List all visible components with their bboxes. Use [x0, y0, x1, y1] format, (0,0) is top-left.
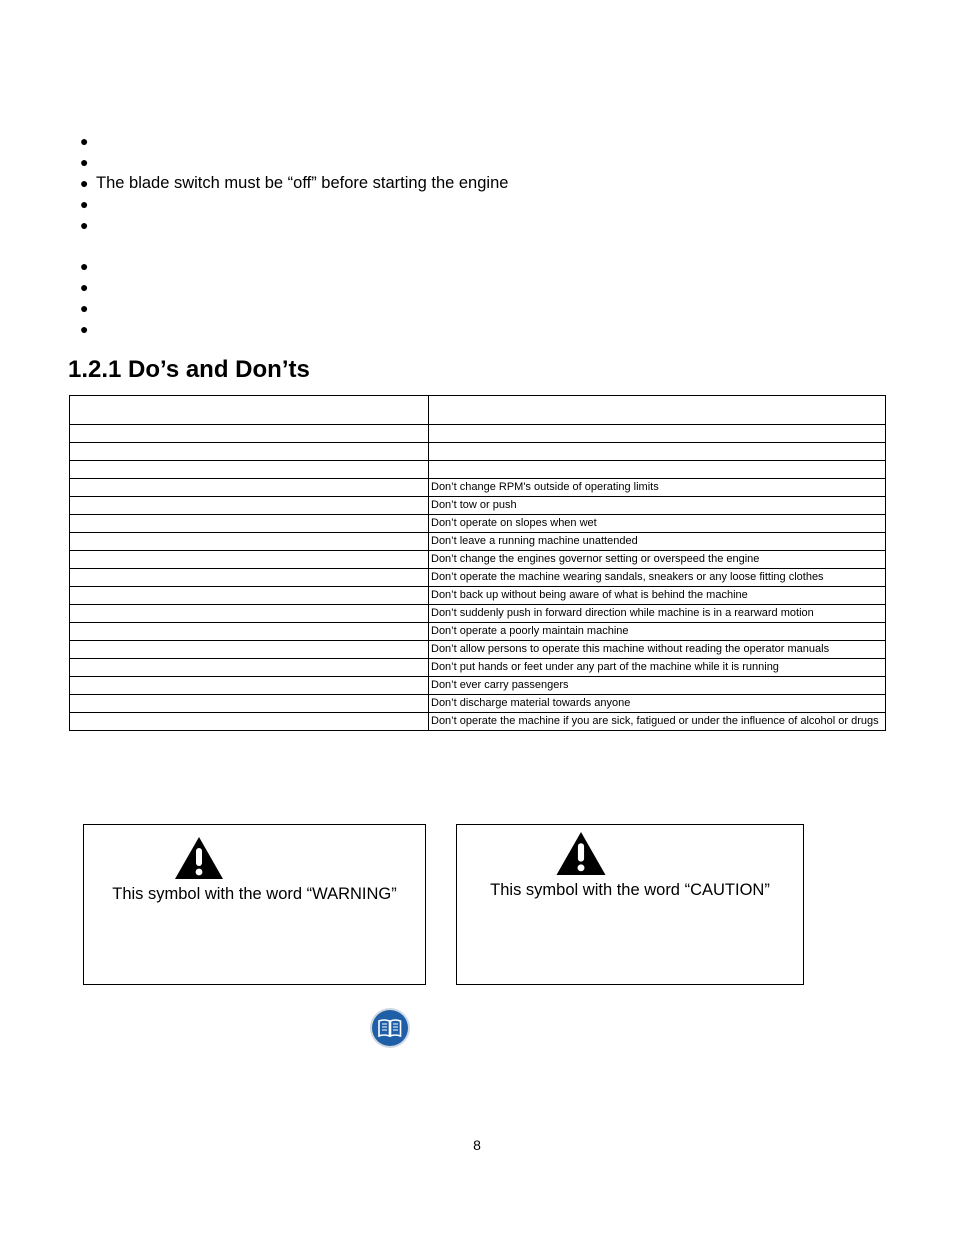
- donts-cell: Don’t put hands or feet under any part of the machine while it is running: [429, 659, 886, 677]
- bullet-dot: ●: [80, 175, 89, 191]
- dos-cell: [70, 569, 429, 587]
- donts-cell: Don’t operate a poorly maintain machine: [429, 623, 886, 641]
- donts-cell: [429, 425, 886, 443]
- donts-cell: Don’t operate the machine if you are sick, fatigued or under the influence of alcohol or drugs: [429, 713, 886, 731]
- table-row: [70, 569, 886, 587]
- bullet-dot: ●: [80, 217, 89, 233]
- dos-cell: [70, 497, 429, 515]
- donts-cell: Don’t discharge material towards anyone: [429, 695, 886, 713]
- section-heading: 1.2.1 Do’s and Don’ts: [68, 356, 310, 383]
- bullet-item: [80, 152, 508, 173]
- dos-cell: [70, 605, 429, 623]
- caution-box-text: This symbol with the word “CAUTION”: [490, 881, 770, 899]
- dos-cell: [70, 425, 429, 443]
- bullet-dot: ●: [80, 154, 89, 170]
- dos-cell: [70, 641, 429, 659]
- dos-cell: [70, 695, 429, 713]
- bullet-spacer: [80, 236, 508, 256]
- table-row: [70, 551, 886, 569]
- table-row: [70, 713, 886, 731]
- table-row: [70, 695, 886, 713]
- dos-cell: [70, 623, 429, 641]
- table-row: [70, 623, 886, 641]
- table-row: [70, 479, 886, 497]
- dos-cell: [70, 713, 429, 731]
- dos-cell: [70, 443, 429, 461]
- table-row: [70, 425, 886, 443]
- dos-cell: [70, 461, 429, 479]
- donts-cell: Don’t suddenly push in forward direction while machine is in a rearward motion: [429, 605, 886, 623]
- donts-cell: Don’t back up without being aware of what is behind the machine: [429, 587, 886, 605]
- page-number: 8: [473, 1137, 481, 1153]
- warning-symbol-box: [83, 824, 426, 985]
- read-manual-book-icon: [369, 1007, 411, 1049]
- donts-cell: Don’t change RPM's outside of operating limits: [429, 479, 886, 497]
- bullet-dot: ●: [80, 196, 89, 212]
- table-row: [70, 461, 886, 479]
- donts-cell: Don’t change the engines governor setting or overspeed the engine: [429, 551, 886, 569]
- donts-cell: [429, 461, 886, 479]
- donts-cell: Don’t ever carry passengers: [429, 677, 886, 695]
- table-row: [70, 497, 886, 515]
- table-row: [70, 605, 886, 623]
- donts-cell: [429, 396, 886, 425]
- bullet-item: [80, 256, 508, 277]
- bullet-item: ● The blade switch must be “off” before starting the engine: [80, 174, 509, 192]
- dos-cell: [70, 551, 429, 569]
- bullet-dot: ●: [80, 258, 89, 274]
- bullet-dot: ●: [80, 133, 89, 149]
- warning-box-text: This symbol with the word “WARNING”: [112, 885, 397, 903]
- donts-cell: Don’t tow or push: [429, 497, 886, 515]
- bullet-item: [80, 194, 508, 215]
- dos-cell: [70, 479, 429, 497]
- dos-cell: [70, 659, 429, 677]
- table-row: [70, 533, 886, 551]
- table-row: [70, 443, 886, 461]
- bullet-dot: ●: [80, 300, 89, 316]
- warning-triangle-icon: [555, 831, 607, 876]
- table-row: [70, 515, 886, 533]
- dos-and-donts-table: [69, 395, 886, 731]
- bullet-item: [80, 298, 508, 319]
- donts-cell: Don’t allow persons to operate this machine without reading the operator manuals: [429, 641, 886, 659]
- dos-cell: [70, 677, 429, 695]
- table-row: [70, 641, 886, 659]
- table-row: [70, 677, 886, 695]
- donts-cell: Don’t operate on slopes when wet: [429, 515, 886, 533]
- bullet-item: [80, 131, 508, 152]
- safety-bullet-list: [80, 131, 508, 340]
- dos-cell: [70, 515, 429, 533]
- bullet-dot: ●: [80, 279, 89, 295]
- donts-cell: Don’t operate the machine wearing sandals, sneakers or any loose fitting clothes: [429, 569, 886, 587]
- warning-triangle-icon: [174, 836, 224, 880]
- dos-cell: [70, 533, 429, 551]
- bullet-item: [80, 277, 508, 298]
- caution-symbol-box: [456, 824, 804, 985]
- dos-cell: [70, 587, 429, 605]
- donts-cell: Don’t leave a running machine unattended: [429, 533, 886, 551]
- table-row: [70, 659, 886, 677]
- dos-cell: [70, 396, 429, 425]
- donts-cell: [429, 443, 886, 461]
- table-header-row: [70, 396, 886, 425]
- bullet-item: [80, 215, 508, 236]
- table-row: [70, 587, 886, 605]
- bullet-dot: ●: [80, 321, 89, 337]
- bullet-item: [80, 319, 508, 340]
